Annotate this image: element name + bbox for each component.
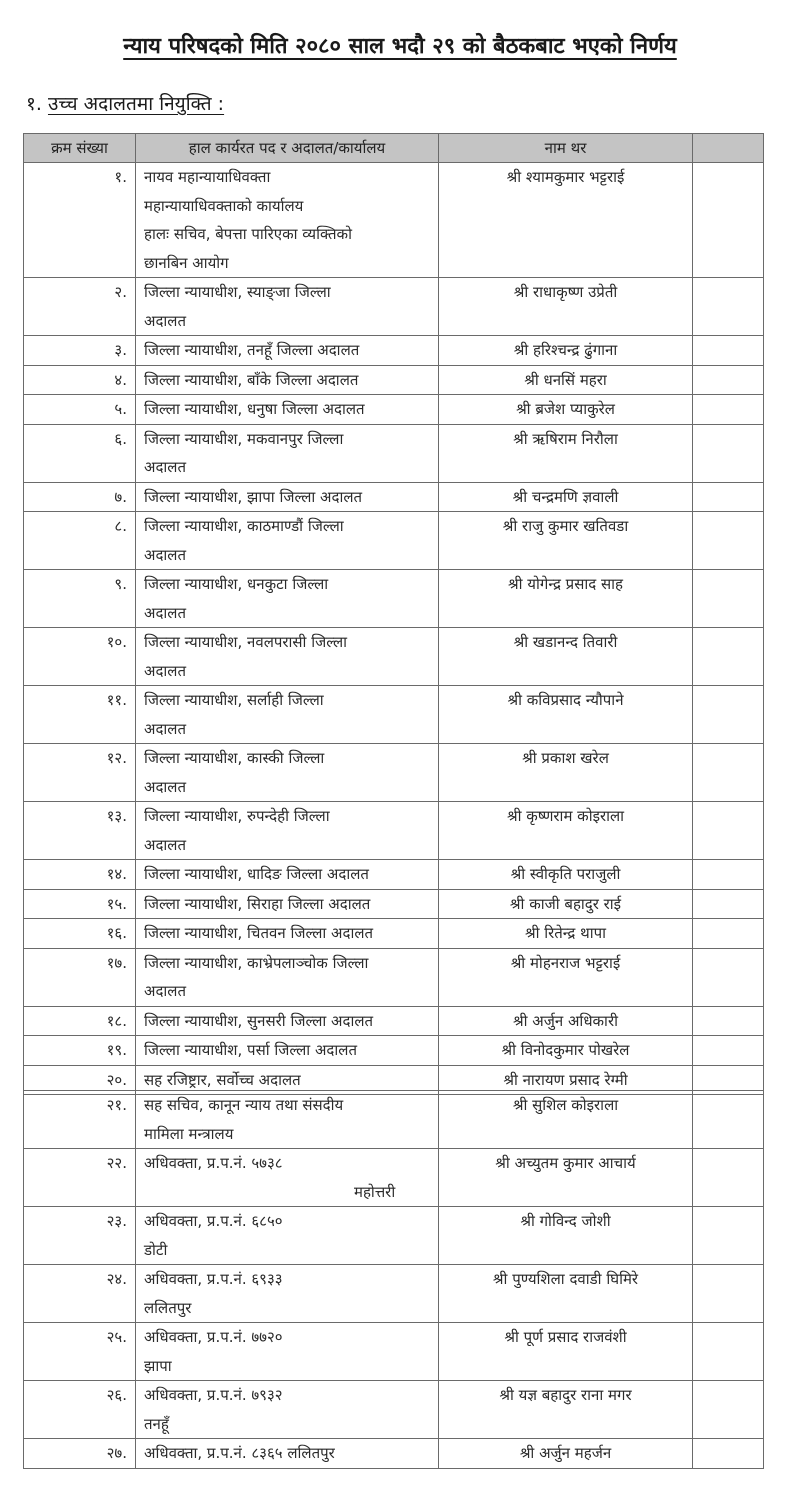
blank-cell bbox=[693, 1265, 764, 1323]
current-post-cell bbox=[136, 889, 439, 919]
serial-number-cell: २१. bbox=[24, 1091, 136, 1149]
table-row bbox=[24, 860, 764, 890]
post-line: जिल्ला न्यायाधीश, धादिङ जिल्ला अदालत bbox=[144, 865, 369, 883]
current-post-cell bbox=[136, 482, 439, 512]
current-post-cell bbox=[136, 424, 439, 482]
name-cell: श्री रितेन्द्र थापा bbox=[439, 919, 693, 949]
blank-cell bbox=[693, 424, 764, 482]
blank-cell bbox=[693, 889, 764, 919]
table-row bbox=[24, 512, 764, 570]
current-post-cell bbox=[136, 336, 439, 366]
document-title bbox=[0, 30, 800, 60]
post-line: अदालत bbox=[144, 603, 187, 622]
current-post-cell bbox=[136, 802, 439, 860]
blank-cell bbox=[693, 1006, 764, 1036]
name-cell: श्री यज्ञ बहादुर राना मगर bbox=[439, 1381, 693, 1439]
serial-number-cell: १. bbox=[24, 163, 136, 278]
section-label: उच्च अदालतमा नियुक्ति : bbox=[47, 93, 225, 115]
table-row bbox=[24, 163, 764, 278]
post-line: हालः सचिव, बेपत्ता पारिएका व्यक्तिको bbox=[144, 225, 352, 243]
header-blank bbox=[693, 134, 764, 163]
name-cell: श्री काजी बहादुर राई bbox=[439, 889, 693, 919]
name-cell: श्री कृष्णराम कोइराला bbox=[439, 802, 693, 860]
current-post-cell bbox=[136, 1036, 439, 1066]
post-line: जिल्ला न्यायाधीश, कास्की जिल्ला bbox=[144, 749, 325, 767]
current-post-cell bbox=[136, 163, 439, 278]
current-post-cell bbox=[136, 948, 439, 1006]
serial-number-cell: १४. bbox=[24, 860, 136, 890]
serial-number-cell: १७. bbox=[24, 948, 136, 1006]
table-row bbox=[24, 1036, 764, 1066]
serial-number-cell: २५. bbox=[24, 1323, 136, 1381]
post-line: जिल्ला न्यायाधीश, नवलपरासी जिल्ला bbox=[144, 633, 348, 651]
post-line: ललितपुर bbox=[144, 1298, 192, 1317]
current-post-cell bbox=[136, 512, 439, 570]
serial-number-cell: १६. bbox=[24, 919, 136, 949]
serial-number-cell: ८. bbox=[24, 512, 136, 570]
post-line: सह सचिव, कानून न्याय तथा संसदीय bbox=[144, 1096, 344, 1114]
serial-number-cell: ३. bbox=[24, 336, 136, 366]
table-row bbox=[24, 336, 764, 366]
table-row bbox=[24, 570, 764, 628]
name-cell: श्री नारायण प्रसाद रेग्मी bbox=[439, 1065, 693, 1095]
post-line: अदालत bbox=[144, 777, 187, 796]
name-cell: श्री अर्जुन अधिकारी bbox=[439, 1006, 693, 1036]
table-row bbox=[24, 1207, 764, 1265]
post-line: अधिवक्ता, प्र.प.नं. ७७२० bbox=[144, 1328, 283, 1346]
post-line: जिल्ला न्यायाधीश, सुनसरी जिल्ला अदालत bbox=[144, 1011, 374, 1030]
current-post-cell bbox=[136, 570, 439, 628]
blank-cell bbox=[693, 686, 764, 744]
current-post-cell bbox=[136, 1006, 439, 1036]
post-line: नायव महान्यायाधिवक्ता bbox=[144, 168, 271, 186]
current-post-cell bbox=[136, 395, 439, 425]
name-cell: श्री कविप्रसाद न्यौपाने bbox=[439, 686, 693, 744]
post-line: जिल्ला न्यायाधीश, स्याङ्जा जिल्ला bbox=[144, 283, 331, 301]
name-cell: श्री विनोदकुमार पोखरेल bbox=[439, 1036, 693, 1066]
table-row bbox=[24, 278, 764, 336]
table-row bbox=[24, 744, 764, 802]
post-line: झापा bbox=[144, 1356, 172, 1375]
post-line: अधिवक्ता, प्र.प.नं. ८३६५ ललितपुर bbox=[144, 1444, 335, 1462]
post-line: जिल्ला न्यायाधीश, झापा जिल्ला अदालत bbox=[144, 487, 363, 506]
table-row bbox=[24, 424, 764, 482]
table-body-part1 bbox=[24, 163, 764, 1095]
serial-number-cell: २७. bbox=[24, 1439, 136, 1469]
current-post-cell bbox=[136, 744, 439, 802]
name-cell: श्री खडानन्द तिवारी bbox=[439, 628, 693, 686]
current-post-cell bbox=[136, 365, 439, 395]
post-line: जिल्ला न्यायाधीश, रुपन्देही जिल्ला bbox=[144, 807, 330, 825]
serial-number-cell: ६. bbox=[24, 424, 136, 482]
current-post-cell bbox=[136, 1207, 439, 1265]
serial-number-cell: २३. bbox=[24, 1207, 136, 1265]
name-cell: श्री श्यामकुमार भट्टराई bbox=[439, 163, 693, 278]
post-line: अधिवक्ता, प्र.प.नं. ५७३८ bbox=[144, 1154, 283, 1172]
serial-number-cell: ११. bbox=[24, 686, 136, 744]
serial-number-cell: १९. bbox=[24, 1036, 136, 1066]
table-row bbox=[24, 1149, 764, 1207]
current-post-cell bbox=[136, 628, 439, 686]
post-line: महोत्तरी bbox=[354, 1182, 396, 1201]
post-line: जिल्ला न्यायाधीश, चितवन जिल्ला अदालत bbox=[144, 924, 374, 942]
table-row bbox=[24, 889, 764, 919]
post-line: जिल्ला न्यायाधीश, पर्सा जिल्ला अदालत bbox=[144, 1041, 357, 1059]
header-serial-number: क्रम संख्या bbox=[24, 134, 136, 163]
table-row bbox=[24, 628, 764, 686]
blank-cell bbox=[693, 163, 764, 278]
blank-cell bbox=[693, 1036, 764, 1066]
serial-number-cell: १३. bbox=[24, 802, 136, 860]
serial-number-cell: २२. bbox=[24, 1149, 136, 1207]
blank-cell bbox=[693, 744, 764, 802]
serial-number-cell: १५. bbox=[24, 889, 136, 919]
name-cell: श्री ब्रजेश प्याकुरेल bbox=[439, 395, 693, 425]
post-line: अदालत bbox=[144, 458, 187, 476]
current-post-cell bbox=[136, 1265, 439, 1323]
table-row bbox=[24, 1006, 764, 1036]
table-row bbox=[24, 948, 764, 1006]
document-title-text: न्याय परिषदको मिति २०८० साल भदौ २९ को बैठकबाट भएको निर्णय bbox=[123, 34, 677, 59]
table-row bbox=[24, 1439, 764, 1469]
blank-cell bbox=[693, 365, 764, 395]
post-line: अधिवक्ता, प्र.प.नं. ७९३२ bbox=[144, 1386, 283, 1404]
blank-cell bbox=[693, 336, 764, 366]
table-row bbox=[24, 919, 764, 949]
serial-number-cell: ५. bbox=[24, 395, 136, 425]
current-post-cell bbox=[136, 1439, 439, 1469]
name-cell: श्री राधाकृष्ण उप्रेती bbox=[439, 278, 693, 336]
blank-cell bbox=[693, 570, 764, 628]
current-post-cell bbox=[136, 919, 439, 949]
table-row bbox=[24, 1323, 764, 1381]
blank-cell bbox=[693, 1149, 764, 1207]
serial-number-cell: २६. bbox=[24, 1381, 136, 1439]
section-heading bbox=[26, 90, 224, 116]
table-row bbox=[24, 1381, 764, 1439]
table-row bbox=[24, 1091, 764, 1149]
name-cell: श्री योगेन्द्र प्रसाद साह bbox=[439, 570, 693, 628]
serial-number-cell: २४. bbox=[24, 1265, 136, 1323]
post-line: सह रजिष्ट्रार, सर्वोच्च अदालत bbox=[144, 1070, 301, 1089]
table-row bbox=[24, 686, 764, 744]
name-cell: श्री पुण्यशिला दवाडी घिमिरे bbox=[439, 1265, 693, 1323]
post-line: छानबिन आयोग bbox=[144, 253, 229, 272]
serial-number-cell: २०. bbox=[24, 1065, 136, 1095]
current-post-cell bbox=[136, 1149, 439, 1207]
appointments-table-part1 bbox=[23, 133, 764, 1095]
post-line: जिल्ला न्यायाधीश, तनहूँ जिल्ला अदालत bbox=[144, 341, 360, 359]
name-cell: श्री हरिश्चन्द्र ढुंगाना bbox=[439, 336, 693, 366]
post-line: जिल्ला न्यायाधीश, काठमाण्डौं जिल्ला bbox=[144, 517, 344, 535]
serial-number-cell: १८. bbox=[24, 1006, 136, 1036]
post-line: महान्यायाधिवक्ताको कार्यालय bbox=[144, 196, 304, 215]
post-line: जिल्ला न्यायाधीश, मकवानपुर जिल्ला bbox=[144, 429, 344, 448]
serial-number-cell: १२. bbox=[24, 744, 136, 802]
name-cell: श्री प्रकाश खरेल bbox=[439, 744, 693, 802]
name-cell: श्री धनसिं महरा bbox=[439, 365, 693, 395]
name-cell: श्री राजु कुमार खतिवडा bbox=[439, 512, 693, 570]
post-line: अदालत bbox=[144, 311, 187, 330]
blank-cell bbox=[693, 628, 764, 686]
current-post-cell bbox=[136, 1091, 439, 1149]
blank-cell bbox=[693, 1381, 764, 1439]
serial-number-cell: ७. bbox=[24, 482, 136, 512]
header-current-post: हाल कार्यरत पद र अदालत/कार्यालय bbox=[136, 134, 439, 163]
post-line: डोटी bbox=[144, 1240, 168, 1259]
current-post-cell bbox=[136, 278, 439, 336]
post-line: जिल्ला न्यायाधीश, सिराहा जिल्ला अदालत bbox=[144, 894, 371, 913]
table-header-row bbox=[24, 134, 764, 163]
post-line: तनहूँ bbox=[144, 1414, 169, 1433]
post-line: जिल्ला न्यायाधीश, सर्लाही जिल्ला bbox=[144, 691, 324, 709]
serial-number-cell: ४. bbox=[24, 365, 136, 395]
blank-cell bbox=[693, 482, 764, 512]
post-line: अदालत bbox=[144, 982, 187, 1000]
blank-cell bbox=[693, 948, 764, 1006]
name-cell: श्री सुशिल कोइराला bbox=[439, 1091, 693, 1149]
table-row bbox=[24, 1265, 764, 1323]
section-number: १. bbox=[26, 93, 42, 115]
blank-cell bbox=[693, 1323, 764, 1381]
blank-cell bbox=[693, 802, 764, 860]
current-post-cell bbox=[136, 1323, 439, 1381]
table-row bbox=[24, 365, 764, 395]
blank-cell bbox=[693, 860, 764, 890]
current-post-cell bbox=[136, 686, 439, 744]
name-cell: श्री अच्युतम कुमार आचार्य bbox=[439, 1149, 693, 1207]
name-cell: श्री स्वीकृति पराजुली bbox=[439, 860, 693, 890]
name-cell: श्री गोविन्द जोशी bbox=[439, 1207, 693, 1265]
table-body-part2 bbox=[24, 1091, 764, 1469]
name-cell: श्री अर्जुन महर्जन bbox=[439, 1439, 693, 1469]
post-line: अधिवक्ता, प्र.प.नं. ६९३३ bbox=[144, 1270, 283, 1288]
name-cell: श्री ऋषिराम निरौला bbox=[439, 424, 693, 482]
blank-cell bbox=[693, 1091, 764, 1149]
serial-number-cell: ९. bbox=[24, 570, 136, 628]
post-line: जिल्ला न्यायाधीश, धनकुटा जिल्ला bbox=[144, 575, 329, 593]
current-post-cell bbox=[136, 860, 439, 890]
serial-number-cell: २. bbox=[24, 278, 136, 336]
blank-cell bbox=[693, 1207, 764, 1265]
table-row bbox=[24, 395, 764, 425]
post-line: अदालत bbox=[144, 835, 187, 854]
appointments-table-part2 bbox=[23, 1090, 764, 1469]
blank-cell bbox=[693, 1439, 764, 1469]
post-line: जिल्ला न्यायाधीश, बाँके जिल्ला अदालत bbox=[144, 370, 359, 389]
post-line: अधिवक्ता, प्र.प.नं. ६८५० bbox=[144, 1212, 283, 1230]
post-line: मामिला मन्त्रालय bbox=[144, 1124, 234, 1143]
post-line: अदालत bbox=[144, 661, 187, 680]
current-post-cell bbox=[136, 1381, 439, 1439]
name-cell: श्री मोहनराज भट्टराई bbox=[439, 948, 693, 1006]
table-row bbox=[24, 802, 764, 860]
post-line: जिल्ला न्यायाधीश, काभ्रेपलाञ्चोक जिल्ला bbox=[144, 953, 369, 972]
blank-cell bbox=[693, 278, 764, 336]
name-cell: श्री पूर्ण प्रसाद राजवंशी bbox=[439, 1323, 693, 1381]
blank-cell bbox=[693, 395, 764, 425]
blank-cell bbox=[693, 512, 764, 570]
post-line: अदालत bbox=[144, 545, 187, 564]
name-cell: श्री चन्द्रमणि ज्ञवाली bbox=[439, 482, 693, 512]
header-name: नाम थर bbox=[439, 134, 693, 163]
post-line: अदालत bbox=[144, 719, 187, 738]
post-line: जिल्ला न्यायाधीश, धनुषा जिल्ला अदालत bbox=[144, 400, 365, 418]
table-row bbox=[24, 482, 764, 512]
blank-cell bbox=[693, 919, 764, 949]
serial-number-cell: १०. bbox=[24, 628, 136, 686]
